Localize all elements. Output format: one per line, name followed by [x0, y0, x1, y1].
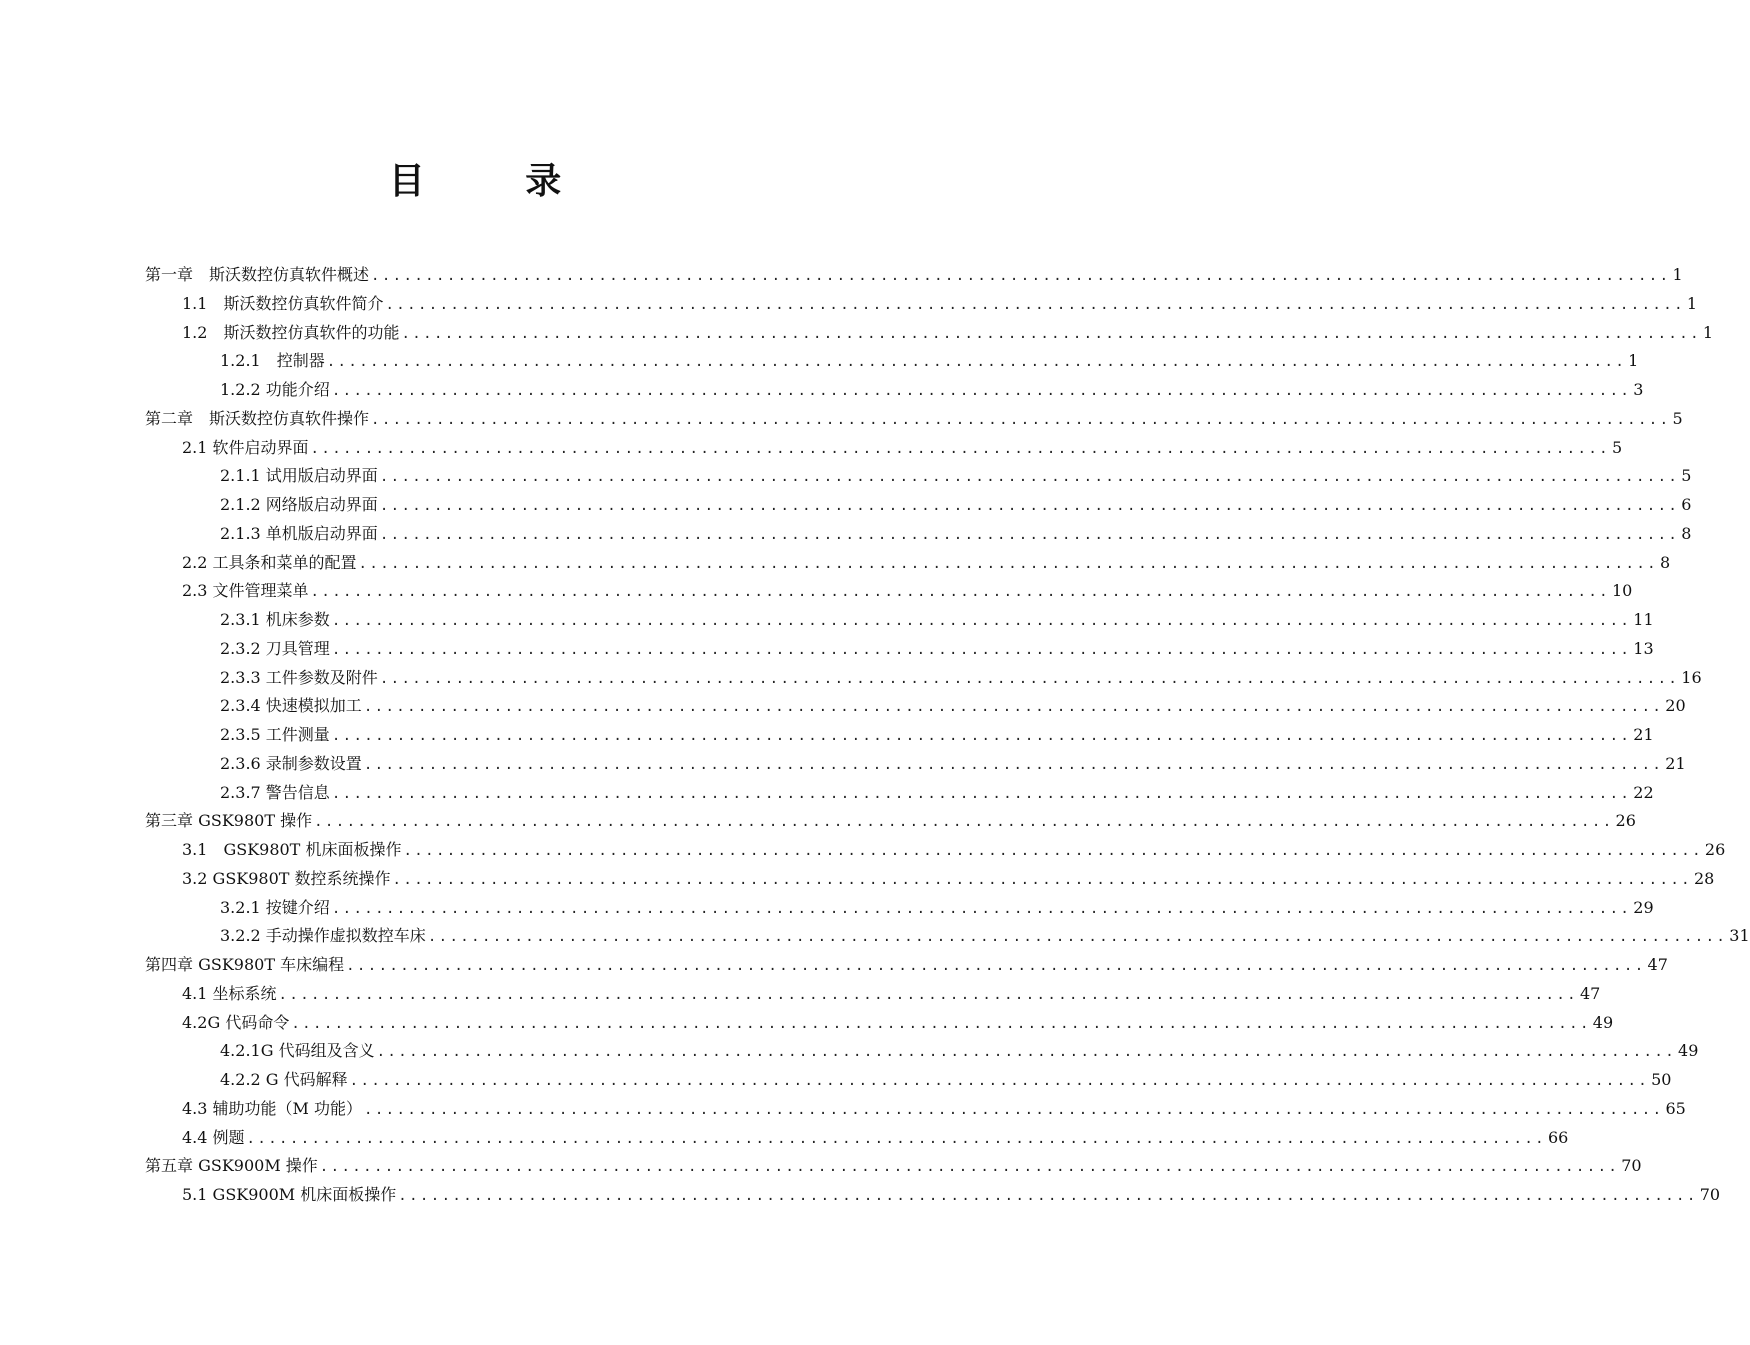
toc-page-number: 8 — [1660, 552, 1671, 572]
toc-page-number: 22 — [1633, 782, 1654, 802]
toc-entry-label: 4.3 辅助功能（M 功能） — [182, 1098, 363, 1118]
toc-dot-leader: ........................................................................................................................ — [346, 958, 1646, 974]
toc-dot-leader: ........................................................................................................................ — [379, 469, 1680, 486]
toc-entry-label: 1.2 斯沃数控仿真软件的功能 — [182, 322, 400, 342]
toc-entry-label: 2.1.3 单机版启动界面 — [220, 523, 378, 543]
toc-entry[interactable] — [145, 1066, 1672, 1095]
toc-page-number: 1 — [1702, 322, 1714, 342]
toc-entry-label: 4.1 坐标系统 — [182, 983, 277, 1003]
toc-dot-leader: ........................................................................................................................ — [363, 699, 1664, 716]
toc-page-number: 13 — [1633, 638, 1654, 658]
toc-entry-label: 2.1.2 网络版启动界面 — [220, 495, 378, 514]
toc-dot-leader: ........................................................................................................................ — [371, 411, 1671, 428]
toc-entry[interactable] — [145, 1152, 1642, 1181]
toc-entry[interactable] — [145, 347, 1639, 376]
toc-dot-leader: ........................................................................................................................ — [379, 498, 1680, 514]
toc-dot-leader: ........................................................................................................................ — [310, 584, 1610, 601]
toc-page-number: 5 — [1681, 466, 1692, 486]
toc-page-number: 11 — [1633, 610, 1654, 629]
toc-entry[interactable] — [145, 922, 1750, 951]
toc-entry-label: 3.1 GSK980T 机床面板操作 — [182, 840, 402, 859]
toc-entry-label: 1.2.2 功能介绍 — [220, 380, 330, 399]
toc-dot-leader: ........................................................................................................................ — [319, 1159, 1620, 1176]
toc-dot-leader: ........................................................................................................................ — [363, 756, 1664, 773]
toc-page-number: 66 — [1548, 1127, 1569, 1147]
toc-page-number: 21 — [1665, 753, 1686, 773]
toc-entry-label: 第四章 GSK980T 车床编程 — [145, 955, 345, 974]
toc-page-number: 5 — [1672, 408, 1683, 428]
toc-entry-label: 4.2G 代码命令 — [182, 1012, 290, 1032]
toc-entry-label: 3.2.1 按键介绍 — [220, 897, 330, 917]
toc-dot-leader: ........................................................................................................................ — [331, 900, 1632, 917]
toc-entry[interactable] — [145, 951, 1668, 980]
toc-page-number: 21 — [1633, 725, 1654, 744]
toc-entry[interactable] — [145, 261, 1683, 290]
toc-dot-leader: ........................................................................................................................ — [379, 526, 1680, 543]
toc-page-number: 6 — [1681, 495, 1692, 514]
toc-entry-label: 4.2.2 G 代码解释 — [220, 1070, 348, 1089]
toc-entry[interactable] — [145, 491, 1692, 520]
toc-dot-leader: ........................................................................................................................ — [376, 1044, 1677, 1061]
toc-entry-label: 2.3.4 快速模拟加工 — [220, 696, 362, 716]
toc-entry[interactable] — [145, 1037, 1699, 1066]
toc-entry-label: 2.3.2 刀具管理 — [220, 638, 330, 658]
toc-dot-leader: ........................................................................................................................ — [331, 785, 1632, 802]
toc-entry[interactable] — [145, 865, 1715, 894]
toc-page-number: 10 — [1612, 581, 1633, 601]
toc-entry[interactable] — [145, 376, 1644, 405]
toc-entry[interactable] — [145, 405, 1683, 434]
toc-entry-label: 4.2.1G 代码组及含义 — [220, 1041, 375, 1061]
toc-page-number: 16 — [1681, 667, 1702, 687]
toc-entry[interactable] — [145, 750, 1686, 779]
toc-page-number: 1 — [1686, 293, 1698, 313]
toc-dot-leader: ........................................................................................................................ — [401, 325, 1701, 342]
toc-entry-label: 2.3.7 警告信息 — [220, 782, 330, 802]
toc-dot-leader: ........................................................................................................................ — [326, 354, 1627, 371]
toc-entry-label: 第一章 斯沃数控仿真软件概述 — [145, 265, 370, 284]
toc-page-number: 65 — [1665, 1098, 1686, 1118]
toc-page-number: 50 — [1651, 1070, 1672, 1089]
toc-entry[interactable] — [145, 1181, 1721, 1210]
toc-entry-label: 第五章 GSK900M 操作 — [145, 1156, 318, 1176]
toc-page-number: 26 — [1615, 811, 1636, 831]
toc-entry[interactable] — [145, 319, 1714, 348]
toc-entry-label: 2.3.5 工件测量 — [220, 725, 330, 744]
toc-dot-leader: ........................................................................................................................ — [403, 843, 1703, 859]
toc-page-number: 1 — [1628, 351, 1639, 371]
toc-entry[interactable] — [145, 549, 1671, 578]
toc-dot-leader: ........................................................................................................................ — [291, 1015, 1591, 1032]
toc-entry-label: 3.2 GSK980T 数控系统操作 — [182, 868, 391, 888]
toc-entry[interactable] — [145, 807, 1636, 836]
toc-page-number: 5 — [1612, 437, 1623, 457]
toc-dot-leader: ........................................................................................................................ — [364, 1101, 1664, 1118]
toc-entry[interactable] — [145, 606, 1654, 635]
toc-page-number: 26 — [1704, 840, 1726, 859]
toc-dot-leader: ........................................................................................................................ — [398, 1188, 1698, 1204]
toc-page-number: 8 — [1681, 523, 1692, 543]
toc-page-number: 70 — [1621, 1156, 1642, 1176]
toc-entry[interactable] — [145, 462, 1692, 491]
toc-entry[interactable] — [145, 836, 1726, 865]
toc-entry-label: 第二章 斯沃数控仿真软件操作 — [145, 408, 370, 428]
toc-entry[interactable] — [145, 1009, 1614, 1038]
toc-page-number: 49 — [1592, 1012, 1614, 1032]
toc-entry-label: 2.3 文件管理菜单 — [182, 581, 309, 601]
toc-entry-label: 2.3.1 机床参数 — [220, 610, 330, 629]
toc-entry[interactable] — [145, 434, 1623, 463]
toc-dot-leader: ........................................................................................................................ — [310, 440, 1610, 457]
toc-page-number: 20 — [1665, 696, 1686, 716]
toc-dot-leader: ........................................................................................................................ — [331, 728, 1632, 744]
table-of-contents — [145, 261, 1750, 1210]
toc-dot-leader: ........................................................................................................................ — [427, 929, 1728, 946]
toc-entry[interactable] — [145, 1124, 1569, 1153]
toc-page-number: 28 — [1693, 868, 1715, 888]
toc-entry-label: 2.3.3 工件参数及附件 — [220, 667, 378, 687]
toc-entry[interactable] — [145, 779, 1654, 808]
toc-page-number: 1 — [1672, 265, 1683, 284]
toc-dot-leader: ........................................................................................................................ — [331, 641, 1632, 658]
toc-page-number: 3 — [1633, 380, 1644, 399]
toc-page-number: 31 — [1729, 926, 1750, 946]
page-title: 目 录 — [388, 161, 606, 202]
toc-dot-leader: ........................................................................................................................ — [385, 296, 1685, 313]
toc-dot-leader: ........................................................................................................................ — [379, 670, 1680, 687]
toc-entry-label: 2.1 软件启动界面 — [182, 437, 309, 457]
toc-dot-leader: ........................................................................................................................ — [331, 613, 1632, 629]
toc-dot-leader: ........................................................................................................................ — [349, 1073, 1650, 1089]
toc-entry-label: 5.1 GSK900M 机床面板操作 — [182, 1185, 397, 1204]
toc-entry-label: 3.2.2 手动操作虚拟数控车床 — [220, 926, 426, 946]
toc-entry[interactable] — [145, 980, 1601, 1009]
toc-entry[interactable] — [145, 290, 1698, 319]
toc-page-number: 47 — [1580, 983, 1601, 1003]
toc-entry-label: 第三章 GSK980T 操作 — [145, 811, 313, 831]
toc-dot-leader: ........................................................................................................................ — [314, 814, 1614, 831]
toc-entry[interactable] — [145, 635, 1654, 664]
toc-entry-label: 2.1.1 试用版启动界面 — [220, 466, 378, 486]
toc-dot-leader: ........................................................................................................................ — [331, 383, 1632, 399]
toc-entry[interactable] — [145, 721, 1654, 750]
toc-dot-leader: ........................................................................................................................ — [371, 268, 1671, 284]
toc-entry-label: 1.2.1 控制器 — [220, 351, 325, 371]
toc-entry-label: 2.2 工具条和菜单的配置 — [182, 552, 357, 572]
toc-dot-leader: ........................................................................................................................ — [278, 986, 1578, 1003]
toc-page-number: 70 — [1699, 1185, 1721, 1204]
toc-dot-leader: ........................................................................................................................ — [392, 871, 1692, 888]
toc-dot-leader: ........................................................................................................................ — [358, 555, 1658, 572]
toc-page-number: 47 — [1647, 955, 1668, 974]
toc-entry-label: 1.1 斯沃数控仿真软件简介 — [182, 293, 384, 313]
toc-page-number: 29 — [1633, 897, 1654, 917]
toc-page-number: 49 — [1678, 1041, 1699, 1061]
toc-entry[interactable] — [145, 577, 1633, 606]
toc-entry-label: 2.3.6 录制参数设置 — [220, 753, 362, 773]
toc-entry[interactable] — [145, 520, 1692, 549]
toc-entry[interactable] — [145, 894, 1654, 923]
toc-entry[interactable] — [145, 664, 1702, 693]
toc-entry[interactable] — [145, 1095, 1686, 1124]
toc-entry-label: 4.4 例题 — [182, 1127, 245, 1147]
toc-entry[interactable] — [145, 692, 1686, 721]
toc-dot-leader: ........................................................................................................................ — [246, 1130, 1546, 1147]
